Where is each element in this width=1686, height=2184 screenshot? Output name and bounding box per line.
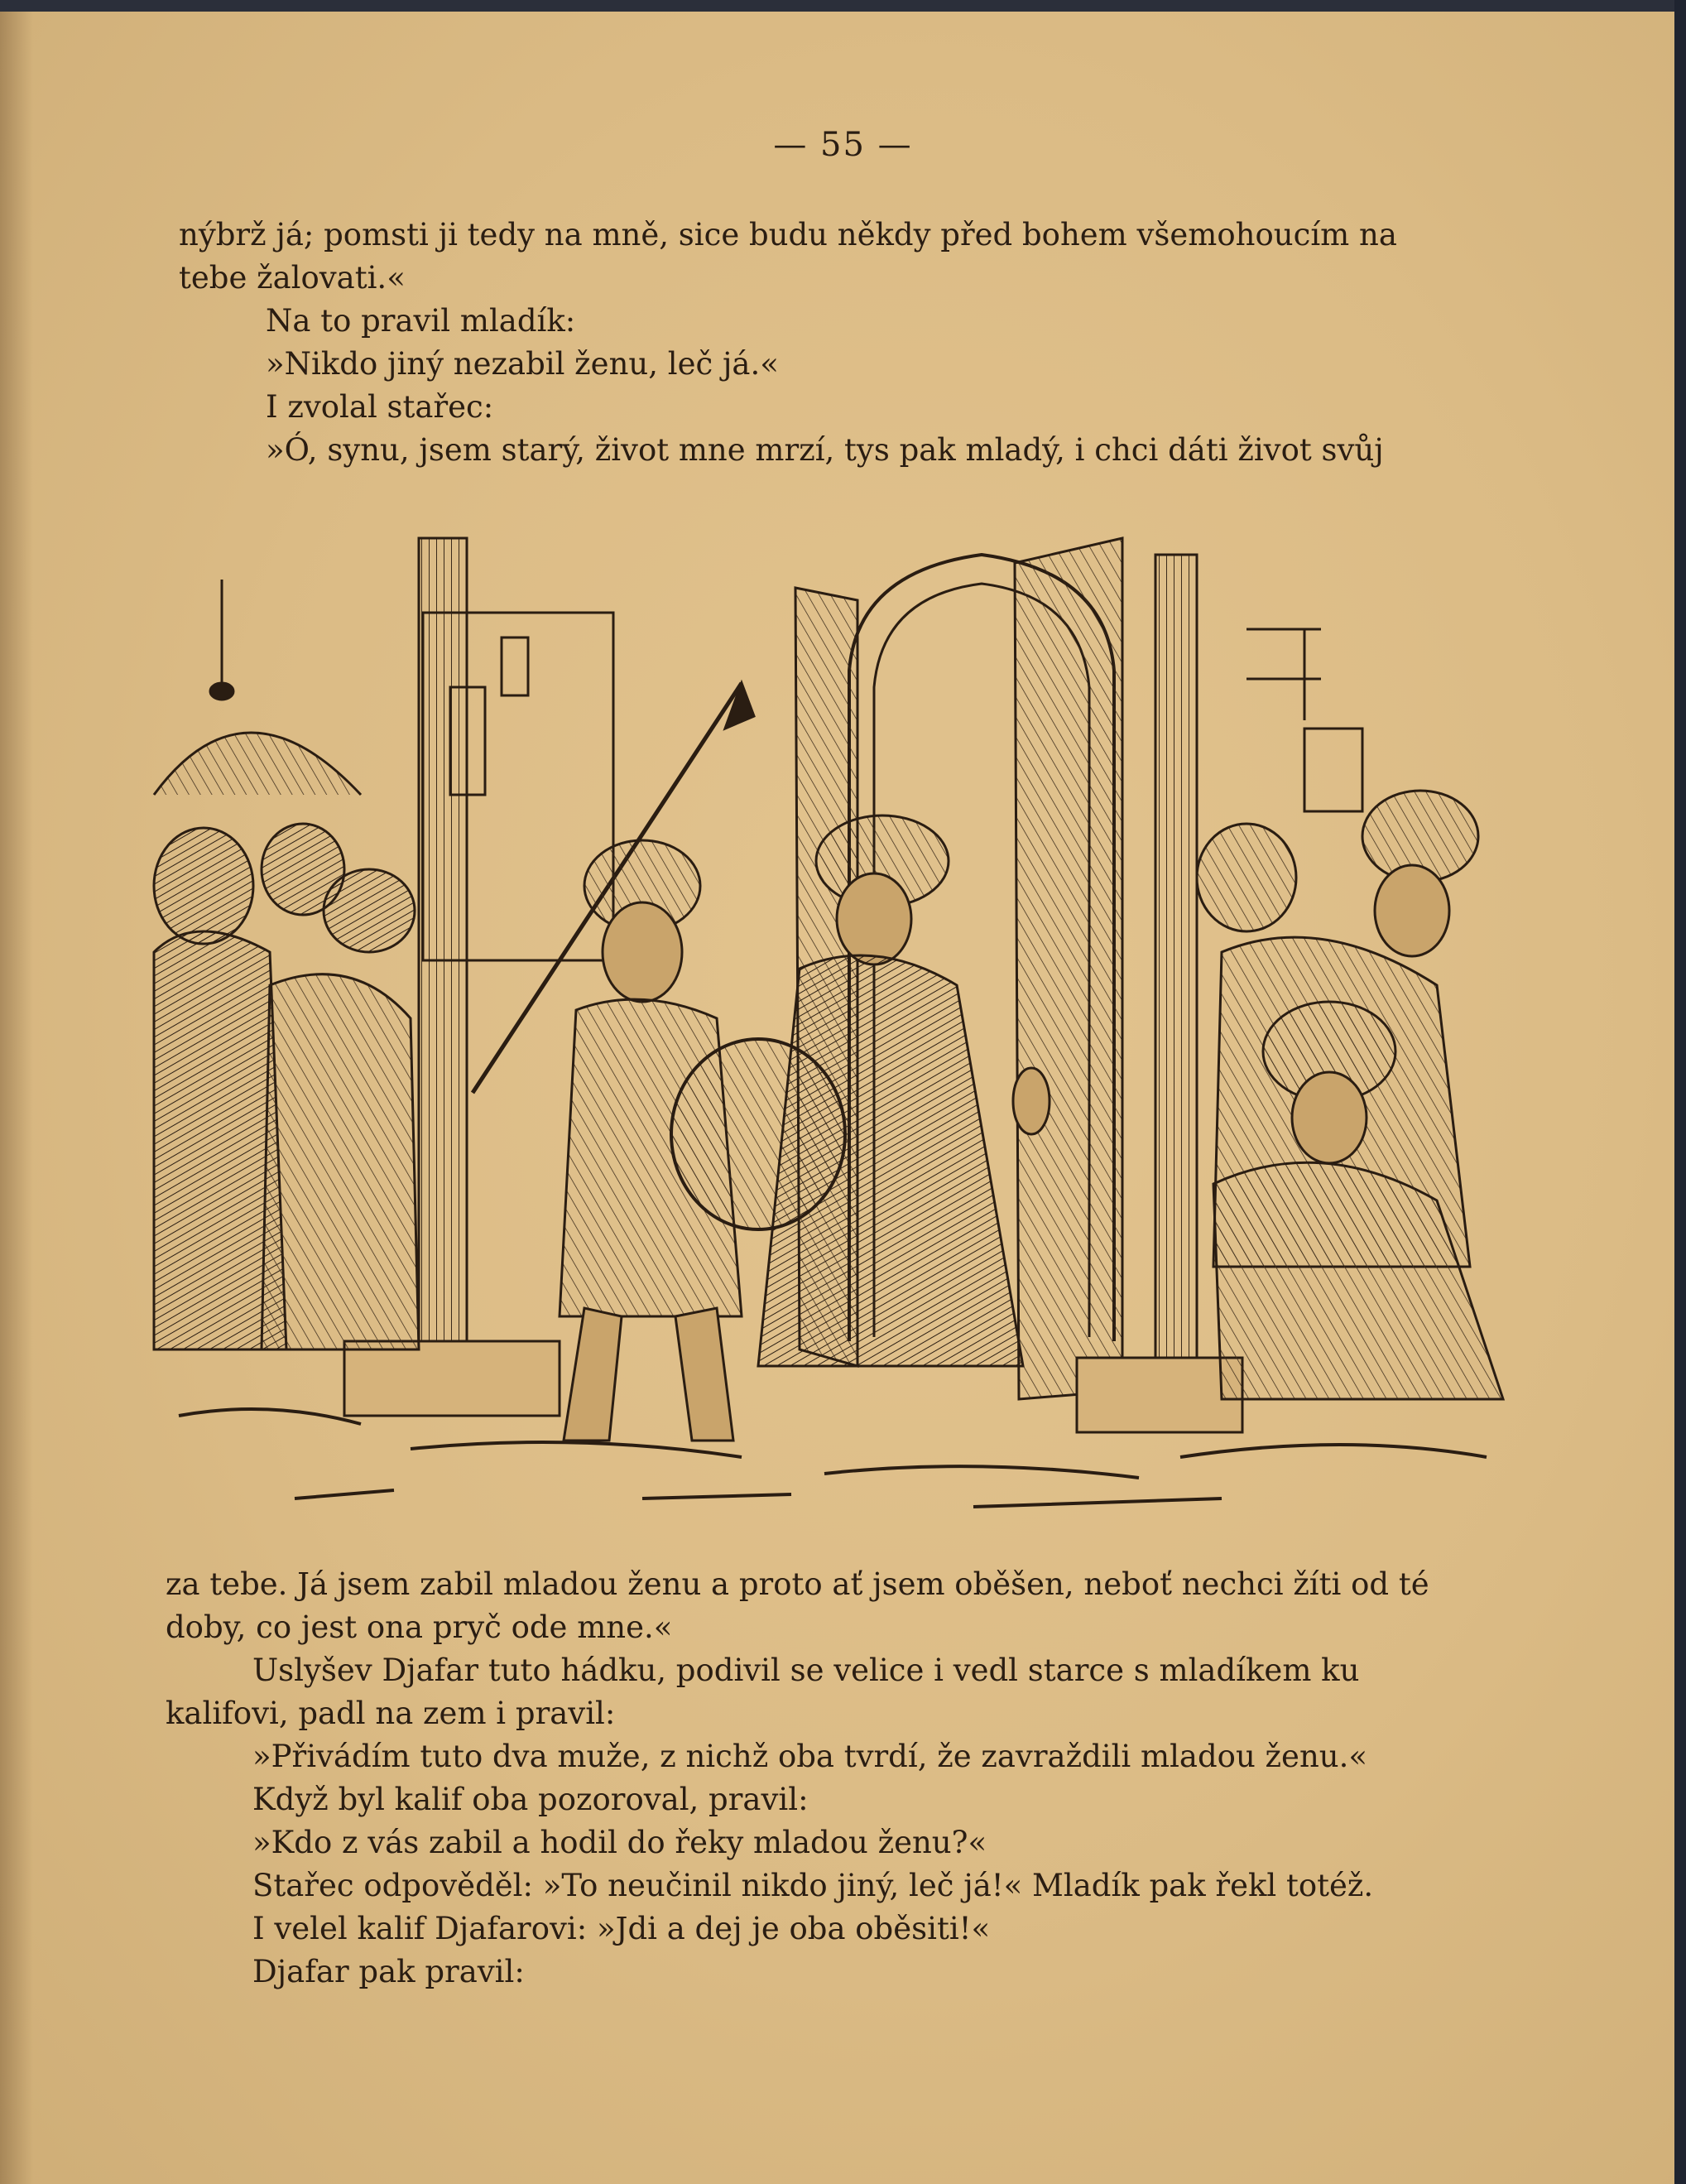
paragraph: »Přivádím tuto dva muže, z nichž oba tvrdí, že zavraždili mladou ženu.« bbox=[252, 1739, 1367, 1774]
crowd-left bbox=[154, 824, 419, 1349]
text-block-bottom bbox=[166, 1563, 1473, 1994]
paragraph: »Kdo z vás zabil a hodil do řeky mladou ženu?« bbox=[252, 1825, 987, 1860]
paragraph: Stařec odpověděl: »To neučinil nikdo jiný, leč já!« Mladík pak řekl totéž. bbox=[252, 1868, 1374, 1903]
engraving-illustration bbox=[146, 522, 1511, 1519]
text-block-top bbox=[179, 214, 1473, 472]
paragraph: Uslyšev Djafar tuto hádku, podivil se velice i vedl starce s mladíkem ku kalifovi, padl na zem i pravil: bbox=[166, 1652, 1360, 1731]
paragraph: I zvolal stařec: bbox=[266, 389, 494, 425]
paragraph: Na to pravil mladík: bbox=[266, 303, 576, 339]
page-edge-right bbox=[1674, 0, 1686, 2184]
paragraph: Djafar pak pravil: bbox=[252, 1954, 525, 1989]
ground-lines bbox=[179, 1409, 1487, 1507]
paragraph: Když byl kalif oba pozoroval, pravil: bbox=[252, 1782, 809, 1817]
paragraph: nýbrž já; pomsti ji tedy na mně, sice budu někdy před bohem všemohoucím na tebe žalovati.« bbox=[179, 217, 1397, 296]
paragraph: za tebe. Já jsem zabil mladou ženu a proto ať jsem oběšen, neboť nechci žíti od té doby, co jest ona pryč ode mne.« bbox=[166, 1566, 1429, 1645]
paragraph: »Ó, synu, jsem starý, život mne mrzí, tys pak mladý, i chci dáti život svůj bbox=[266, 432, 1384, 468]
paragraph: I velel kalif Djafarovi: »Jdi a dej je oba oběsiti!« bbox=[252, 1911, 991, 1946]
crowd-right bbox=[1197, 791, 1503, 1399]
page-edge-top bbox=[0, 0, 1686, 12]
paragraph: »Nikdo jiný nezabil ženu, leč já.« bbox=[266, 346, 779, 382]
page-number: — 55 — bbox=[773, 126, 913, 164]
gutter-shadow bbox=[0, 12, 33, 2184]
